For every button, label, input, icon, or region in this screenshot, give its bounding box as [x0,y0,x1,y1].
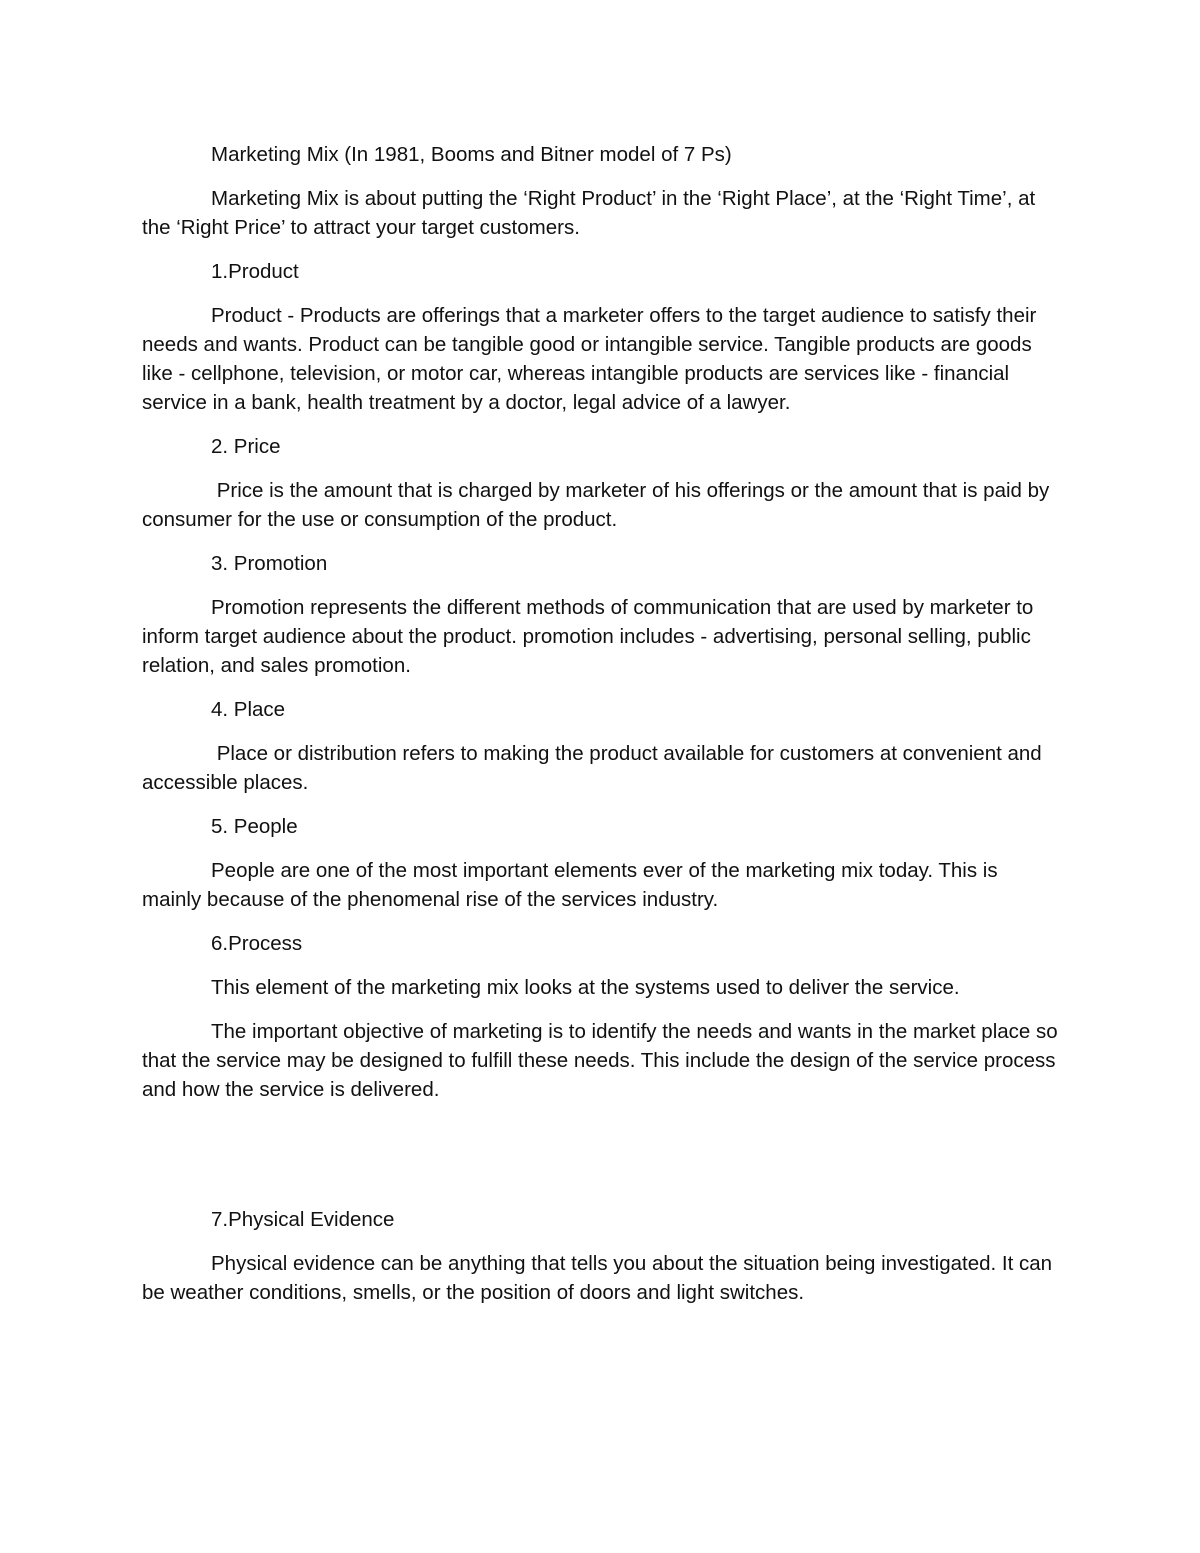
section-paragraph-physical-evidence: Physical evidence can be anything that tells you about the situation being investigated. It can be weather conditions, smells, or the position of doors and light switches. [142,1252,1053,1304]
section-paragraph-people: People are one of the most important elements ever of the marketing mix today. This is mainly because of the phenomenal rise of the services industry. [142,859,998,911]
section-paragraph-process-1: This element of the marketing mix looks at the systems used to deliver the service. [211,976,960,999]
section-heading-people: 5. People [211,815,298,838]
section-heading-product: 1.Product [211,260,299,283]
section-paragraph-product: Product - Products are offerings that a marketer offers to the target audience to satisfy their needs and wants. Product can be tangible good or intangible service. Tangible products are goods like - cellphone, television, or motor car, whereas intangible products are services like - financial service in a bank, health treatment by a doctor, legal advice of a lawyer. [142,304,1037,414]
section-paragraph-price: Price is the amount that is charged by marketer of his offerings or the amount that is paid by consumer for the use or consumption of the product. [142,479,1055,531]
document-title: Marketing Mix (In 1981, Booms and Bitner model of 7 Ps) [211,143,732,166]
section-heading-process: 6.Process [211,932,303,955]
document-body [142,140,1062,1322]
section-paragraph-promotion: Promotion represents the different methods of communication that are used by marketer to inform target audience about the product. promotion includes - advertising, personal selling, public relation, and sales promotion. [142,596,1034,677]
section-paragraph-process-2: The important objective of marketing is to identify the needs and wants in the market place so that the service may be designed to fulfill these needs. This include the design of the service process and how the service is delivered. [142,1020,1058,1101]
intro-paragraph: Marketing Mix is about putting the ‘Right Product’ in the ‘Right Place’, at the ‘Right Time’, at the ‘Right Price’ to attract your target customers. [142,187,1036,239]
section-heading-physical-evidence: 7.Physical Evidence [211,1208,395,1231]
section-paragraph-place: Place or distribution refers to making the product available for customers at convenient and accessible places. [142,742,1048,794]
blank-space [142,1119,1062,1205]
section-heading-price: 2. Price [211,435,281,458]
section-heading-promotion: 3. Promotion [211,552,328,575]
section-heading-place: 4. Place [211,698,286,721]
